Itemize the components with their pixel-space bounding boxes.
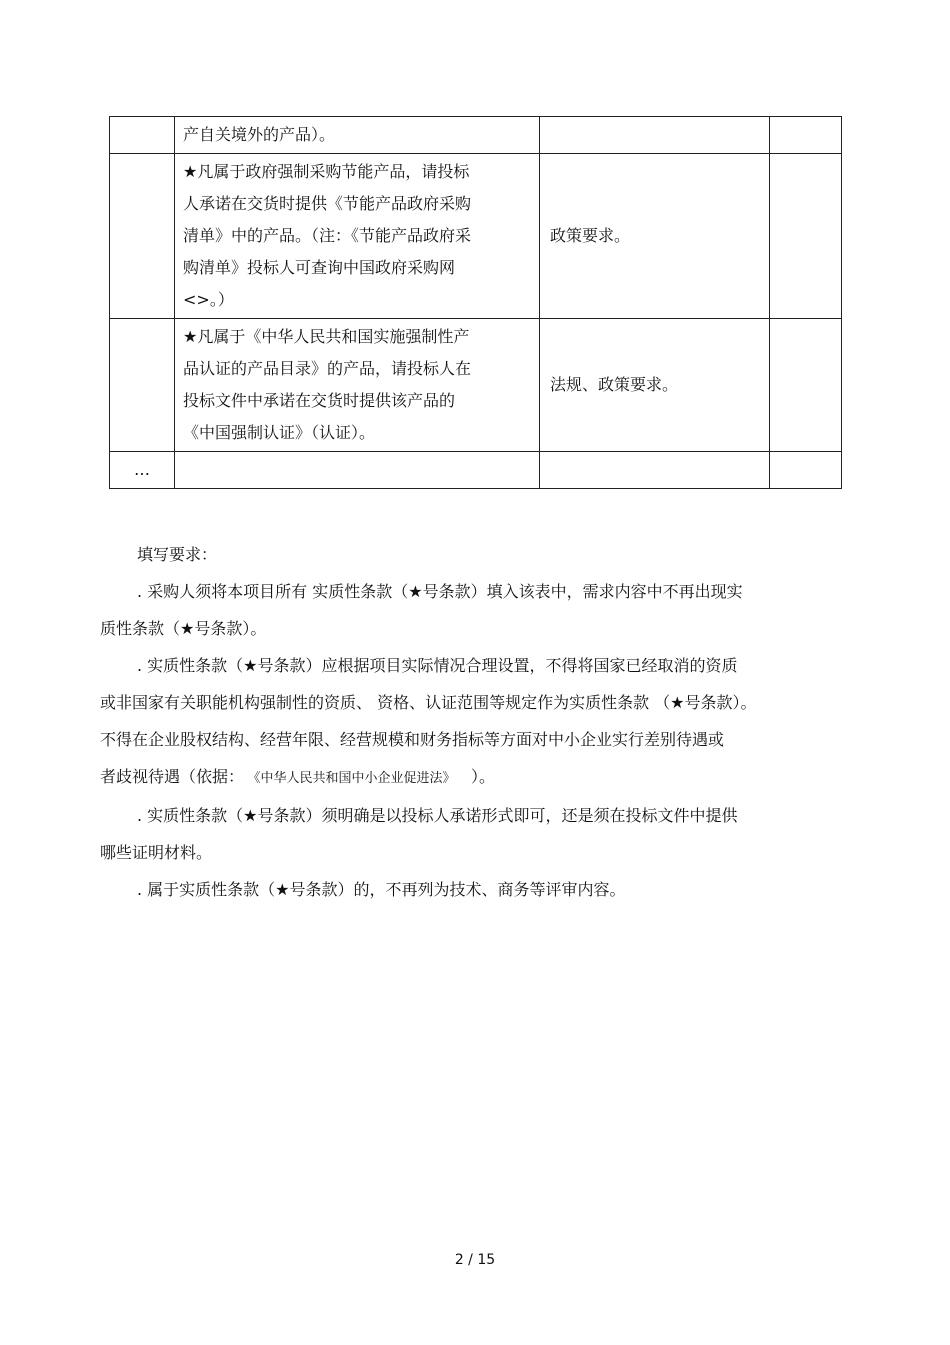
content-line: 《中国强制认证》（认证）。 — [183, 423, 376, 442]
note-line — [100, 758, 860, 797]
note-line: 哪些证明材料。 — [100, 843, 213, 862]
table-cell-remark — [770, 154, 842, 319]
table-cell-content — [175, 319, 540, 452]
fill-requirements — [100, 536, 860, 908]
table-cell-index — [110, 117, 175, 154]
note-text: ）。 — [471, 767, 496, 786]
table-row — [110, 117, 842, 154]
note-line: . 属于实质性条款（★号条款）的，不再列为技术、商务等评审内容。 — [137, 880, 626, 899]
note-line: . 实质性条款（★号条款）须明确是以投标人承诺形式即可，还是须在投标文件中提供 — [137, 806, 738, 825]
note-line: 或非国家有关职能机构强制性的资质、 资格、认证范围等规定作为实质性条款 （★号条款）。 — [100, 693, 757, 712]
table-cell-basis — [540, 452, 770, 489]
content-line: 购清单》投标人可查询中国政府采购网 — [183, 258, 456, 277]
notes-heading: 填写要求： — [137, 545, 218, 564]
content-line: 投标文件中承诺在交货时提供该产品的 — [183, 391, 456, 410]
content-line: ★凡属于《中华人民共和国实施强制性产 — [183, 327, 470, 346]
note-line: . 采购人须将本项目所有 实质性条款（★号条款）填入该表中，需求内容中不再出现实 — [137, 582, 743, 601]
table-cell-index — [110, 154, 175, 319]
table-cell-basis: 法规、政策要求。 — [540, 319, 770, 452]
requirements-table — [109, 116, 842, 489]
content-line: 产自关境外的产品）。 — [183, 125, 336, 144]
table-cell-content — [175, 452, 540, 489]
note-text: 者歧视待遇（依据： — [100, 767, 245, 786]
table-row — [110, 154, 842, 319]
page-number: 2 / 15 — [454, 1252, 496, 1268]
content-line: 清单》中的产品。（注：《节能产品政府采 — [183, 226, 472, 245]
note-line: 不得在企业股权结构、经营年限、经营规模和财务指标等方面对中小企业实行差别待遇或 — [100, 730, 725, 749]
table-row — [110, 319, 842, 452]
law-reference: 《中华人民共和国中小企业促进法》 — [254, 771, 450, 786]
content-line: ★凡属于政府强制采购节能产品，请投标 — [183, 162, 470, 181]
table-cell-basis: 政策要求。 — [540, 154, 770, 319]
table-cell-basis — [540, 117, 770, 154]
table-row — [110, 452, 842, 489]
table-cell-remark — [770, 452, 842, 489]
note-line: . 实质性条款（★号条款）应根据项目实际情况合理设置，不得将国家已经取消的资质 — [137, 656, 738, 675]
table-cell-content — [175, 154, 540, 319]
table-cell-content — [175, 117, 540, 154]
content-line: 品认证的产品目录》的产品，请投标人在 — [183, 359, 472, 378]
note-line: 质性条款（★号条款）。 — [100, 619, 267, 638]
content-line: <>。） — [183, 290, 234, 309]
content-line: 人承诺在交货时提供《节能产品政府采购 — [183, 194, 472, 213]
table-cell-index: … — [110, 452, 175, 489]
table-cell-remark — [770, 319, 842, 452]
table-cell-remark — [770, 117, 842, 154]
table-cell-index — [110, 319, 175, 452]
